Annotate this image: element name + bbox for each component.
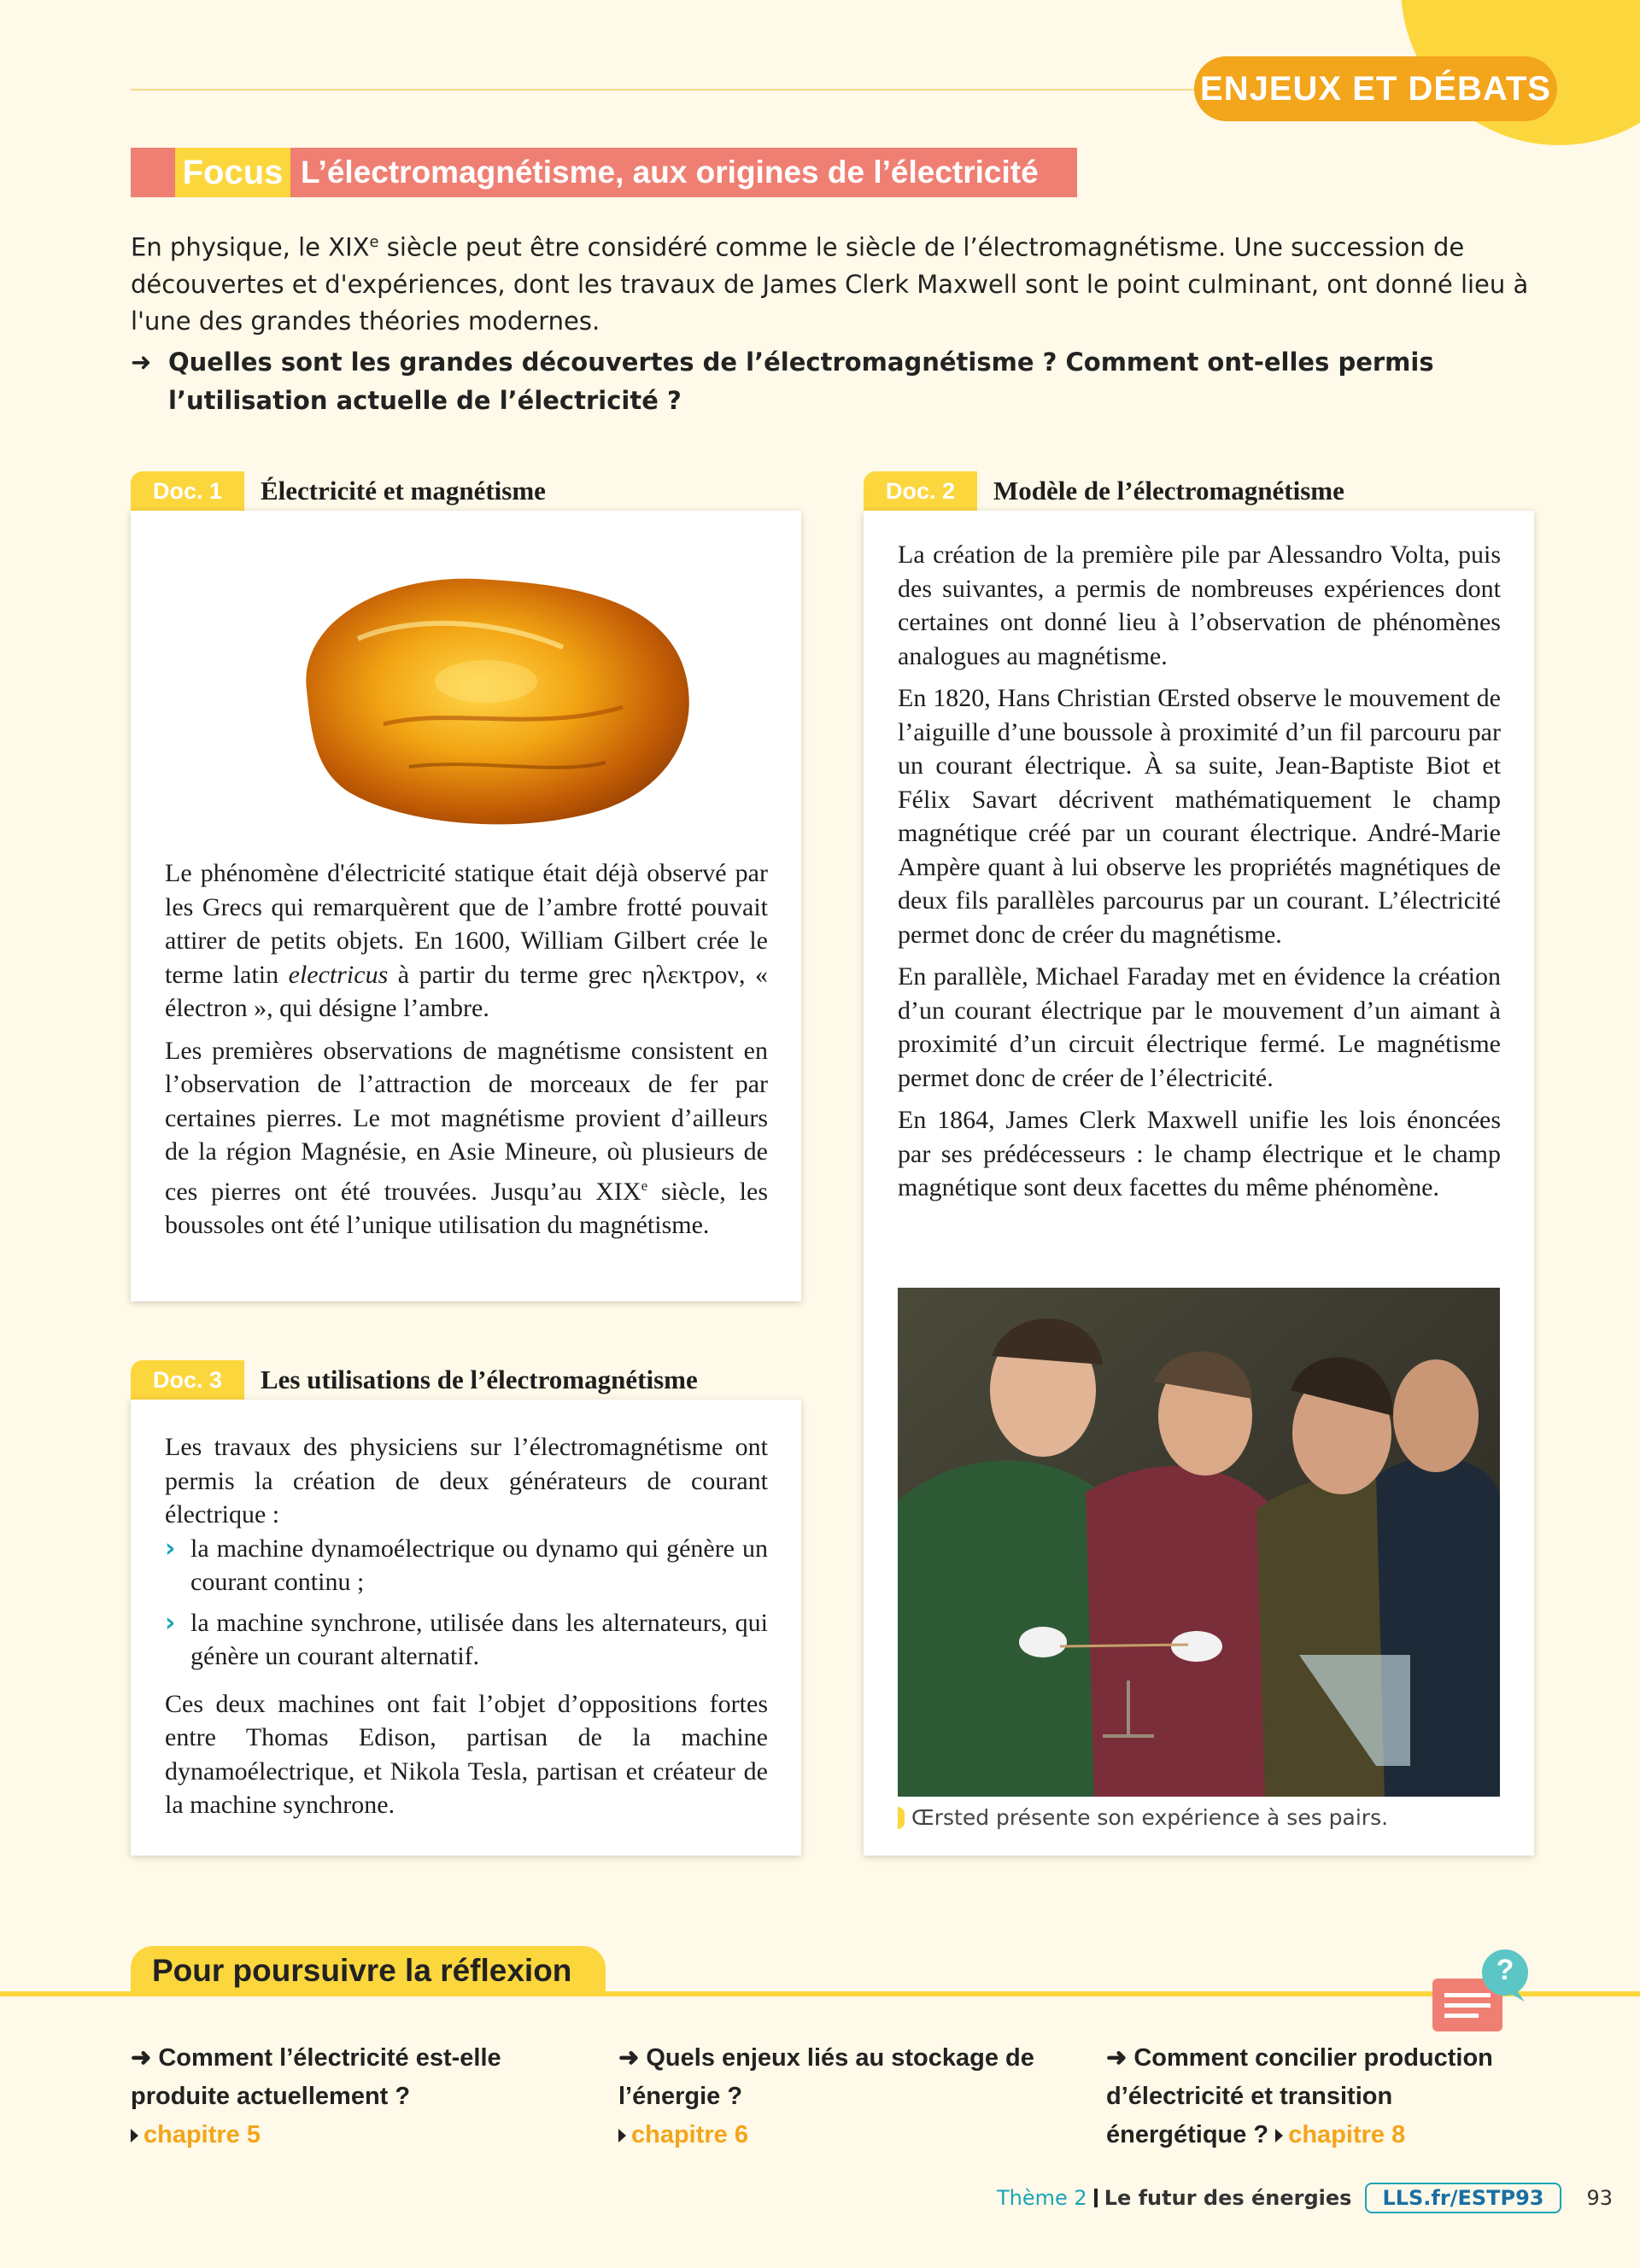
doc2-paragraph-1: La création de la première pile par Alessandro Volta, puis des suivantes, a permis de nombreuses expériences dont certaines ont donné lieu à l’observation de phénomènes analogues au magnétisme.: [898, 541, 1501, 670]
doc3-paragraph-2: Ces deux machines ont fait l’objet d’oppositions fortes entre Thomas Edison, partisan de la machine dynamoélectrique, et Nikola Tesla, partisan et créateur de la machine synchrone.: [165, 1689, 768, 1819]
page-title: L’électromagnétisme, aux origines de l’électricité: [301, 155, 1039, 190]
arrow-right-icon: ➜: [1106, 2044, 1134, 2072]
doc1-paragraph-1: Le phénomène d'électricité statique était déjà observé par les Grecs qui remarquèrent que de l’ambre frotté pouvait attirer de petits objets. En 1600, William Gilbert crée le terme latin electricus à partir du terme grec ηλεκτρον, « électron », qui désigne l’ambre.: [165, 859, 768, 1022]
caption-marker-icon: [898, 1807, 905, 1829]
doc1-title: Électricité et magnétisme: [261, 476, 546, 506]
oersted-painting: [898, 1288, 1500, 1797]
doc2-tab: Doc. 2: [864, 471, 977, 511]
doc2-paragraph-4: En 1864, James Clerk Maxwell unifie les lois énoncées par ses prédécesseurs : le champ électrique et le champ magnétique sont deux facettes du même phénomène.: [898, 1106, 1501, 1201]
doc2-paragraph-3: En parallèle, Michael Faraday met en évidence la création d’un courant électrique par le mouvement d’un aimant à proximité d’un circuit électrique fermé. Le magnétisme permet donc de créer de l’électricité.: [898, 962, 1501, 1092]
main-question: ➜ Quelles sont les grandes découvertes de l’électromagnétisme ? Comment ont-elles permis l’utilisation actuelle de l’électricité ?: [131, 343, 1540, 420]
chapter-link[interactable]: chapitre 5: [144, 2121, 261, 2148]
doc3-card: [131, 1400, 801, 1856]
section-tag: ENJEUX ET DÉBATS: [1194, 56, 1557, 121]
reflexion-heading: Pour poursuivre la réflexion: [131, 1946, 606, 1996]
footer-title: Le futur des énergies: [1104, 2186, 1352, 2210]
play-triangle-icon: [131, 2129, 138, 2142]
doc1-tab: Doc. 1: [131, 471, 244, 511]
amber-image: [281, 562, 695, 835]
question-bubble-icon: ?: [1431, 1949, 1533, 2034]
doc2-paragraph-2: En 1820, Hans Christian Œrsted observe le mouvement de l’aiguille d’une boussole à proximité d’un fil parcouru par un courant électrique. À sa suite, Jean-Baptiste Biot et Félix Savart décrivent mathématiquement le champ magnétique créé par un courant électrique. André-Marie Ampère quant à lui observe les propriétés magnétiques de deux fils parallèles parcourus par un courant. L’électricité permet donc de créer du magnétisme.: [898, 684, 1501, 949]
chapter-link[interactable]: chapitre 6: [631, 2121, 748, 2148]
doc1-card: [131, 511, 801, 1301]
footer-link[interactable]: LLS.fr/ESTP93: [1365, 2183, 1561, 2213]
reflexion-item: ➜ Comment concilier production d’électricité et transition énergétique ? chapitre 8: [1106, 2044, 1493, 2148]
chevron-right-icon: ›: [165, 1533, 176, 1564]
doc2-card: [864, 511, 1534, 1856]
doc1-paragraph-2: Les premières observations de magnétisme consistent en l’observation de l’attraction de morceaux de fer par certaines pierres. Le mot magnétisme provient d’ailleurs de la région Magnésie, en Asie Mineure, où plusieurs de ces pierres ont été trouvées. Jusqu’au XIXe siècle, les boussoles ont été l’unique utilisation du magnétisme.: [165, 1036, 768, 1239]
footer-theme: Thème 2: [997, 2186, 1087, 2210]
doc3-tab: Doc. 3: [131, 1360, 244, 1400]
page-footer: [997, 2181, 1613, 2215]
reflexion-item: ➜ Quels enjeux liés au stockage de l’énergie ? chapitre 6: [618, 2044, 1034, 2148]
list-item: › la machine dynamoélectrique ou dynamo qui génère un courant continu ;: [165, 1533, 768, 1596]
arrow-right-icon: ➜: [618, 2044, 647, 2072]
figure-caption: Œrsted présente son expérience à ses pairs.: [898, 1805, 1388, 1830]
intro-paragraph: En physique, le XIXe siècle peut être considéré comme le siècle de l’électromagnétisme. Une succession de découvertes et d'expériences, dont les travaux de James Clerk Maxwell sont le point culminant, ont donné lieu à l'une des grandes théories modernes.: [131, 232, 1529, 336]
list-item: › la machine synchrone, utilisée dans les alternateurs, qui génère un courant alternatif.: [165, 1607, 768, 1670]
arrow-right-icon: ➜: [131, 348, 152, 377]
play-triangle-icon: [618, 2129, 626, 2142]
play-triangle-icon: [1275, 2129, 1283, 2142]
doc3-title: Les utilisations de l’électromagnétisme: [261, 1365, 698, 1394]
chevron-right-icon: ›: [165, 1607, 176, 1638]
page-number: 93: [1586, 2186, 1614, 2210]
doc3-paragraph-1: Les travaux des physiciens sur l’électromagnétisme ont permis la création de deux générateurs de courant électrique :: [165, 1433, 768, 1529]
arrow-right-icon: ➜: [131, 2044, 159, 2072]
footer-separator: [1094, 2189, 1098, 2207]
top-rule: [131, 89, 1301, 91]
doc2-title: Modèle de l’électromagnétisme: [993, 476, 1344, 506]
chapter-link[interactable]: chapitre 8: [1288, 2121, 1406, 2148]
focus-label: Focus: [175, 148, 290, 197]
reflexion-item: ➜ Comment l’électricité est-elle produite actuellement ? chapitre 5: [131, 2044, 501, 2148]
